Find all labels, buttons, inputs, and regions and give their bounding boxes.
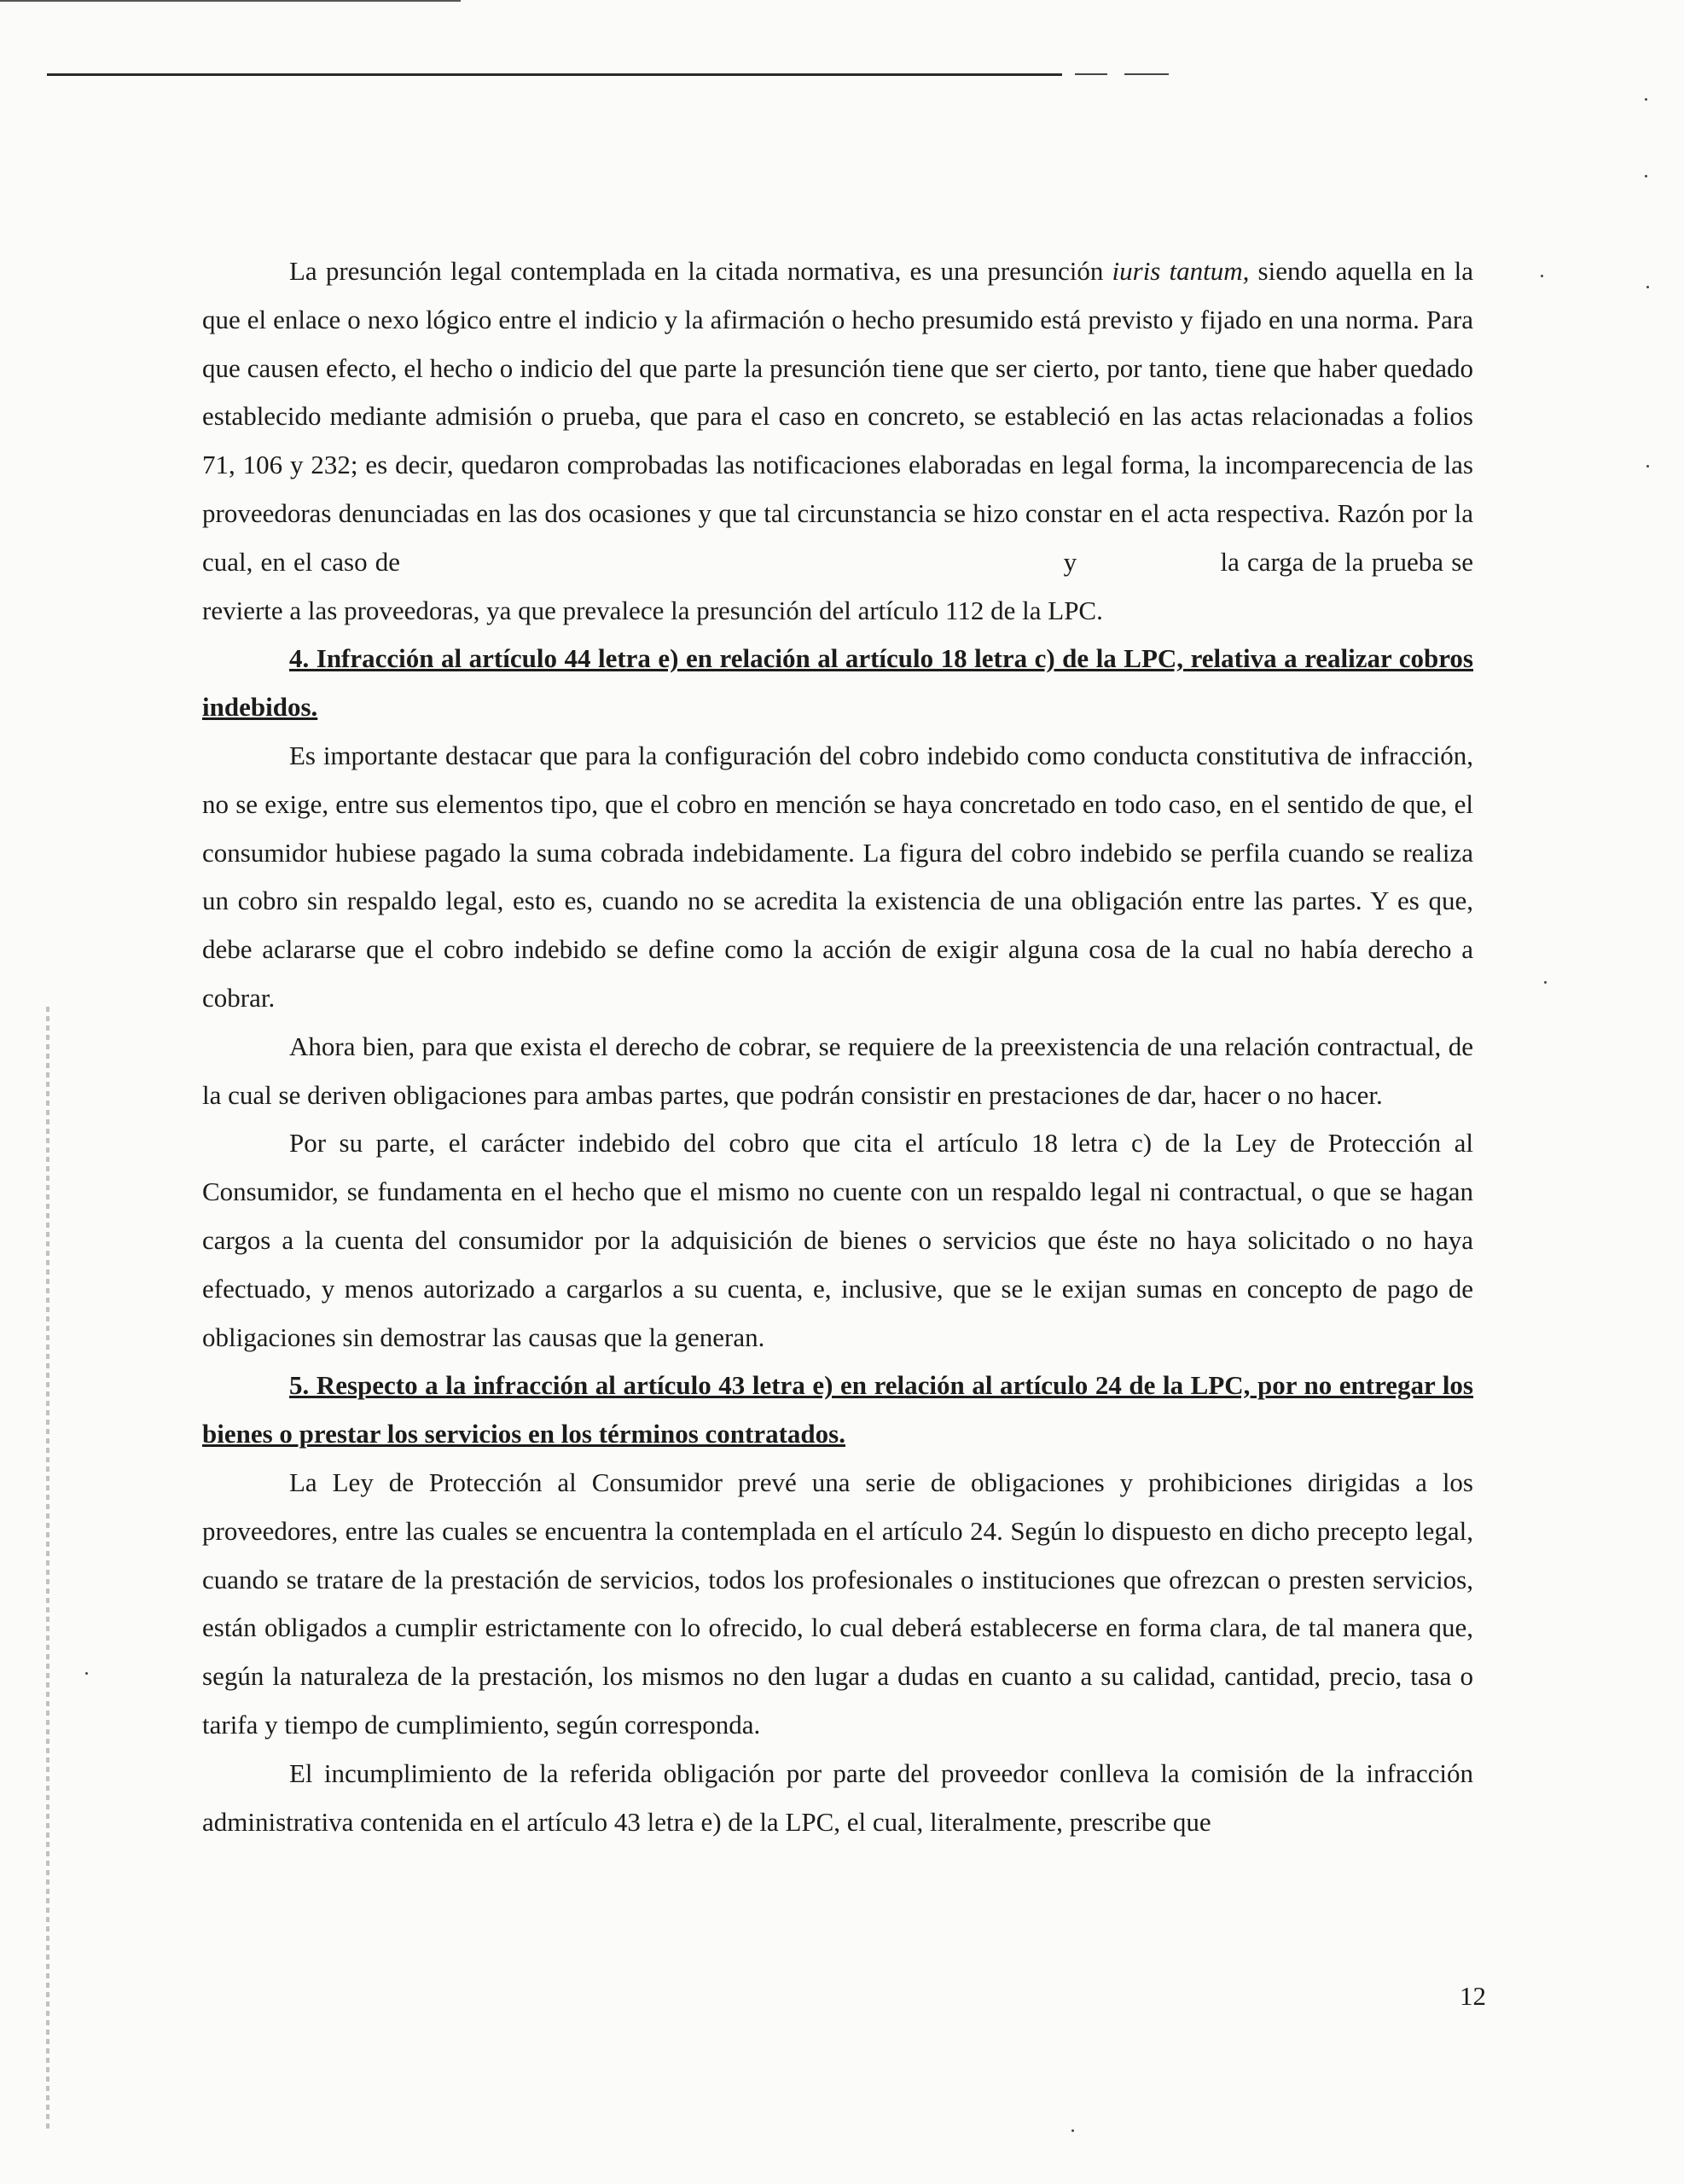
latin-term: iuris tantum, (1112, 256, 1250, 286)
scan-speck (1645, 98, 1647, 101)
scan-speck (1646, 286, 1649, 288)
paragraph-obligaciones: La Ley de Protección al Consumidor prevé una serie de obligaciones y prohibiciones dirigidas a los proveedores, entre las cuales se encuentra la contemplada en el artículo 24. Según lo dispuesto en dicho precepto legal, cuando se tratare de la prestación de servicios, todos los profesionales o instituciones que ofrezcan o presten servicios, están obligados a cumplir estrictamente con lo ofrecido, lo cual deberá establecerse en forma clara, de tal manera que, según la naturaleza de la prestación, los mismos no den lugar a dudas en cuanto a su calidad, cantidad, precio, tasa o tarifa y tiempo de cumplimiento, según corresponda. (202, 1467, 1473, 1740)
section-heading-4: 4. Infracción al artículo 44 letra e) en relación al artículo 18 letra c) de la LPC, relativa a realizar cobros indebidos. (202, 643, 1473, 723)
paragraph-incumplimiento: El incumplimiento de la referida obligación por parte del proveedor conlleva la comisión de la infracción administrativa contenida en el artículo 43 letra e) de la LPC, el cual, literalmente, prescribe que (202, 1757, 1473, 1837)
scan-speck (1646, 465, 1649, 468)
page-number: 12 (1460, 1981, 1486, 2011)
paragraph-text: La presunción legal contemplada en la citada normativa, es una presunción (289, 256, 1112, 286)
scan-speck (1071, 2129, 1074, 2132)
document-body (202, 247, 1473, 1846)
top-edge-rule (0, 0, 461, 2)
header-rule-dash (1124, 73, 1169, 75)
scan-speck (85, 1672, 88, 1675)
paragraph-presuncion (202, 247, 1473, 635)
section-heading-5: 5. Respecto a la infracción al artículo 43 letra e) en relación al artículo 24 de la LPC, por no entregar los bienes o prestar los servicios en los términos contratados. (202, 1370, 1473, 1449)
scan-speck (1541, 275, 1543, 277)
paragraph-derecho-cobrar: Ahora bien, para que exista el derecho de cobrar, se requiere de la preexistencia de una relación contractual, de la cual se deriven obligaciones para ambas partes, que podrán consistir en prestaciones de dar, hacer o no hacer. (202, 1031, 1473, 1110)
scan-speck (1645, 175, 1647, 177)
scan-margin-strip (46, 1007, 49, 2133)
paragraph-caracter-indebido: Por su parte, el carácter indebido del cobro que cita el artículo 18 letra c) de la Ley de Protección al Consumidor, se fundamenta en el hecho que el mismo no cuente con un respaldo legal ni contractual, o que se hagan cargos a la cuenta del consumidor por la adquisición de bienes o servicios que éste no haya solicitado o no haya efectuado, y menos autorizado a cargarlos a su cuenta, e, inclusive, que se le exijan sumas en concepto de pago de obligaciones sin demostrar las causas que la generan. (202, 1128, 1473, 1352)
scan-speck (1544, 981, 1547, 984)
paragraph-text: la carga de la prueba se revierte a las proveedoras, ya que prevalece la presunción del artículo 112 de la LPC. (202, 546, 1474, 625)
paragraph-cobro-indebido: Es importante destacar que para la configuración del cobro indebido como conducta constitutiva de infracción, no se exige, entre sus elementos tipo, que el cobro en mención se haya concretado en todo caso, en el sentido de que, el consumidor hubiese pagado la suma cobrada indebidamente. La figura del cobro indebido se perfila cuando se realiza un cobro sin respaldo legal, esto es, cuando no se acredita la existencia de una obligación entre las partes. Y es que, debe aclararse que el cobro indebido se define como la acción de exigir alguna cosa de la cual no había derecho a cobrar. (202, 740, 1473, 1013)
paragraph-text: siendo aquella en la que el enlace o nexo lógico entre el indicio y la afirmación o hecho presumido está previsto y fijado en una norma. Para que causen efecto, el hecho o indicio del que parte la presunción tiene que ser cierto, por tanto, tiene que haber quedado establecido mediante admisión o prueba, que para el caso en concreto, se estableció en las actas relacionadas a folios 71, 106 y 232; es decir, quedaron comprobadas las notificaciones elaboradas en legal forma, la incomparecencia de las proveedoras denunciadas en las dos ocasiones y que tal circunstancia se hizo constar en el acta respectiva. Razón por la cual, en el caso de (202, 256, 1473, 577)
header-rule-dash (1075, 73, 1107, 75)
header-rule (47, 73, 1062, 76)
conjunction: y (1063, 546, 1077, 577)
